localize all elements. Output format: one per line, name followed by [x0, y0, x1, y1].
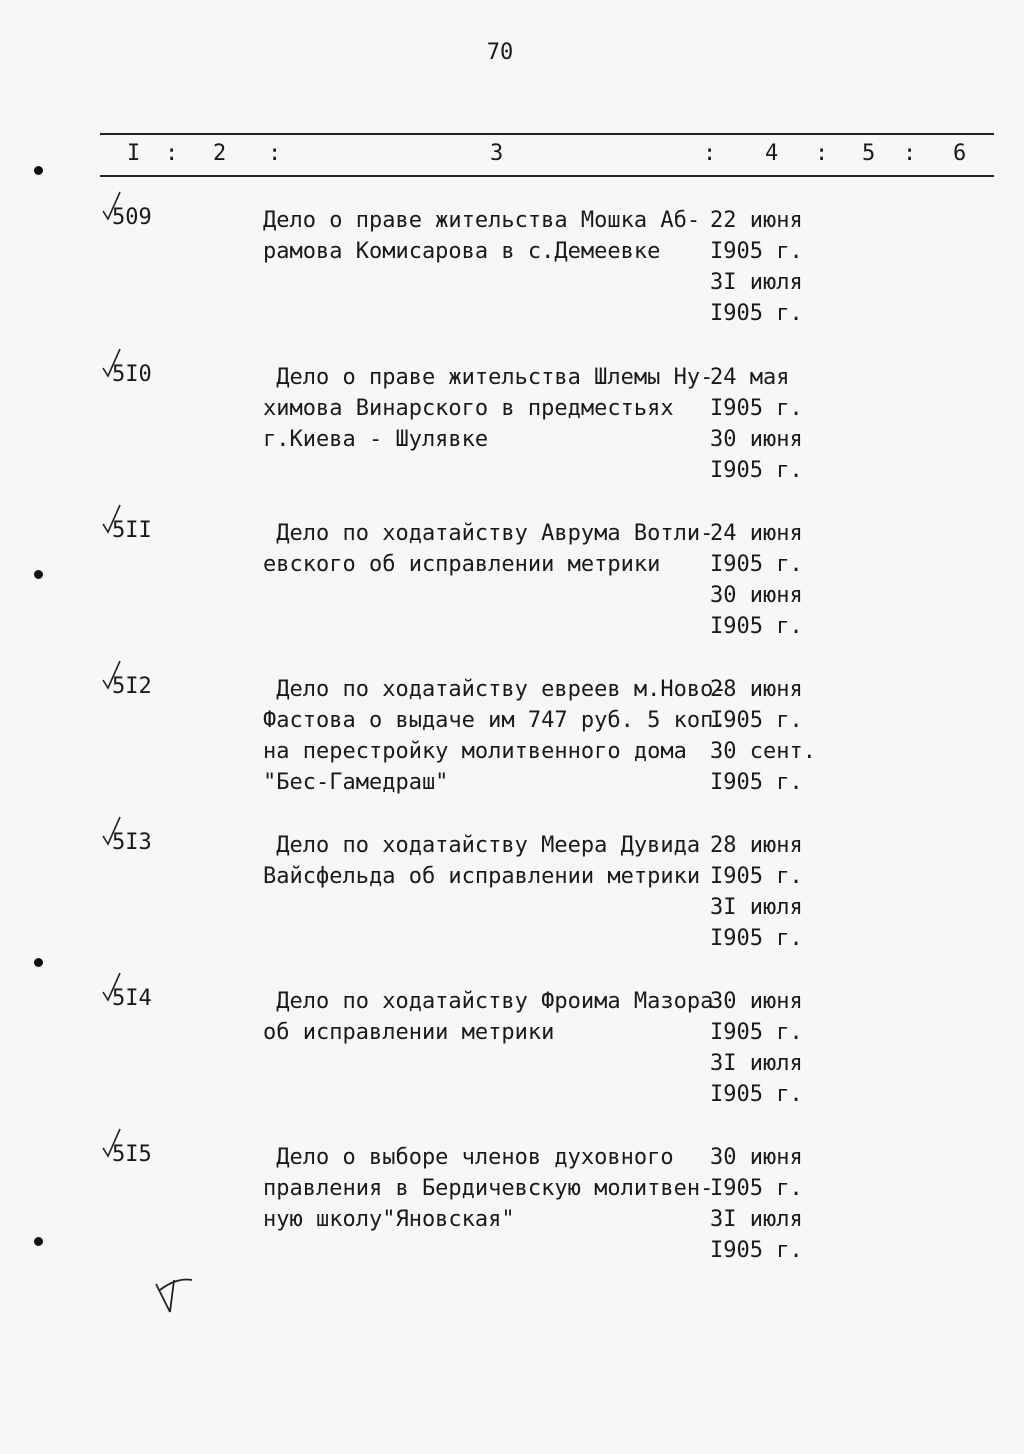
entry-description: Дело о праве жительства Шлемы Ну- химова Винарского в предместьях г.Киева - Шулявке — [263, 365, 714, 452]
header-bottom-rule — [100, 175, 994, 177]
entry-number: 5I5 — [112, 1142, 152, 1167]
entry-number: 5I2 — [112, 674, 152, 699]
entry-dates: 30 июня I905 г. 3I июля I905 г. — [710, 1145, 803, 1263]
entry-number: 509 — [112, 205, 152, 230]
page-number: 70 — [486, 40, 514, 65]
entry-description: Дело о выборе членов духовного правления в Бердичевскую молитвен- ную школу"Яновская" — [263, 1145, 714, 1232]
entry-number: 5II — [112, 518, 152, 543]
column-header-3: 3 — [490, 141, 504, 166]
inventory-entry — [0, 674, 1024, 824]
column-header-2: 2 — [213, 141, 227, 166]
entry-dates: 24 мая I905 г. 30 июня I905 г. — [710, 365, 803, 483]
column-header-1: I — [127, 141, 141, 166]
inventory-entry — [0, 830, 1024, 980]
column-separator: : — [703, 141, 717, 166]
inventory-entry — [0, 205, 1024, 355]
entry-description: Дело по ходатайству евреев м.Ново- Фастова о выдаче им 747 руб. 5 коп. на перестройку молитвенного дома "Бес-Гамедраш" — [263, 677, 727, 795]
inventory-entry — [0, 362, 1024, 512]
column-header-6: 6 — [953, 141, 967, 166]
entry-number: 5I3 — [112, 830, 152, 855]
column-separator: : — [903, 141, 917, 166]
entry-dates: 28 июня I905 г. 30 сент. I905 г. — [710, 677, 816, 795]
entry-description: Дело о праве жительства Мошка Аб- рамова Комисарова в с.Демеевке — [263, 208, 701, 264]
binding-hole-mark — [34, 570, 43, 579]
entry-number: 5I4 — [112, 986, 152, 1011]
entry-dates: 22 июня I905 г. 3I июля I905 г. — [710, 208, 803, 326]
entry-dates: 30 июня I905 г. 3I июля I905 г. — [710, 989, 803, 1107]
entry-dates: 24 июня I905 г. 30 июня I905 г. — [710, 521, 803, 639]
column-separator: : — [165, 141, 179, 166]
column-separator: : — [815, 141, 829, 166]
column-separator: : — [268, 141, 282, 166]
entry-description: Дело по ходатайству Аврума Вотли- евского об исправлении метрики — [263, 521, 714, 577]
binding-hole-mark — [34, 958, 43, 967]
handwritten-mark — [150, 1272, 196, 1318]
binding-hole-mark — [34, 1237, 43, 1246]
entry-description: Дело по ходатайству Меера Дувида Вайсфельда об исправлении метрики — [263, 833, 701, 889]
inventory-entry — [0, 1142, 1024, 1292]
binding-hole-mark — [34, 166, 43, 175]
inventory-entry — [0, 518, 1024, 668]
entry-number: 5I0 — [112, 362, 152, 387]
header-top-rule — [100, 133, 994, 135]
entry-description: Дело по ходатайству Фроима Мазора об исправлении метрики — [263, 989, 714, 1045]
column-header-4: 4 — [765, 141, 779, 166]
column-header-5: 5 — [862, 141, 876, 166]
entry-dates: 28 июня I905 г. 3I июля I905 г. — [710, 833, 803, 951]
inventory-entry — [0, 986, 1024, 1136]
